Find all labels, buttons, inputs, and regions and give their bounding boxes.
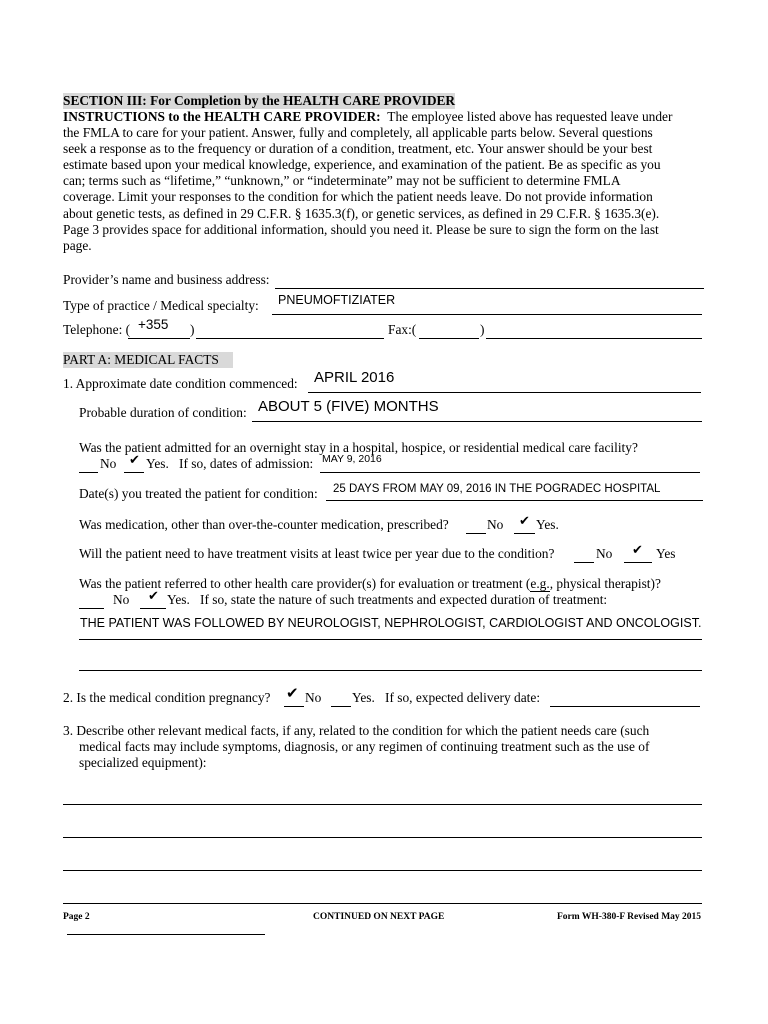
visits-no-blank[interactable] [574,546,594,563]
treated-value: 25 DAYS FROM MAY 09, 2016 IN THE POGRADEC HOSPITAL [333,483,661,495]
visits-question: Will the patient need to have treatment visits at least twice per year due to the condition? [79,546,555,561]
referred-line-2[interactable] [79,655,702,671]
phone-close-paren: ) [190,322,195,337]
check-icon: ✔ [129,453,140,468]
fax-close-paren: ) [480,322,485,337]
phone-label: Telephone: ( [63,322,131,337]
instruction-line: seek a response as to the frequency or duration of a condition, treatment, etc. Your answer should be your best [63,141,653,157]
admitted-no-blank[interactable] [79,456,98,473]
q3-line-3: specialized equipment): [79,755,207,770]
delivery-date-field[interactable] [550,690,700,707]
q1-label: 1. Approximate date condition commenced: [63,376,298,391]
q3-line-1: 3. Describe other relevant medical facts, if any, related to the condition for which the patient needs care (such [63,723,650,738]
referred-question: Was the patient referred to other health care provider(s) for evaluation or treatment (e.g., physical therapist)? [79,576,661,591]
fax-area-field[interactable] [419,322,479,339]
q1-value: APRIL 2016 [314,369,395,386]
q2-no-label: No [305,690,322,705]
footer-form: Form WH-380-F Revised May 2015 [557,912,702,922]
instruction-line: coverage. Limit your responses to the condition for which the patient needs leave. Do not provide information [63,189,653,205]
check-icon: ✔ [148,589,159,604]
practice-value: PNEUMOFTIZIATER [278,293,396,307]
referred-no-label: No [113,592,130,607]
check-icon: ✔ [286,684,299,702]
admitted-no-label: No [100,456,117,471]
phone-value: +355 [138,317,169,332]
medication-question: Was medication, other than over-the-counter medication, prescribed? [79,517,449,532]
treated-label: Date(s) you treated the patient for condition: [79,486,318,501]
q2-yes-label: Yes. [352,690,375,705]
referred-followup: If so, state the nature of such treatments and expected duration of treatment: [200,592,608,607]
visits-no-label: No [596,546,613,561]
instruction-line: Page 3 provides space for additional information, should you need it. Please be sure to sign the form on the last [63,221,659,237]
phone-number-field[interactable] [196,322,384,339]
fax-number-field[interactable] [486,322,702,339]
q2-followup: If so, expected delivery date: [385,690,541,705]
provider-name-label: Provider’s name and business address: [63,272,270,287]
instruction-line: INSTRUCTIONS to the HEALTH CARE PROVIDER: The employee listed above has requested leave under [63,109,673,124]
q2-label: 2. Is the medical condition pregnancy? [63,690,271,705]
referred-no-blank[interactable] [79,592,104,609]
check-icon: ✔ [519,514,530,529]
instruction-line: estimate based upon your medical knowledge, experience, and examination of the patient. Be as specific as you [63,157,661,173]
visits-yes-label: Yes [656,546,676,561]
duration-value: ABOUT 5 (FIVE) MONTHS [258,398,439,415]
q3-answer-line[interactable] [63,790,702,805]
footer-page: Page 2 [63,912,90,922]
medication-yes-label: Yes. [536,517,559,532]
q3-line-2: medical facts may include symptoms, diagnosis, or any regimen of continuing treatment such as the use of [79,739,650,754]
referred-value: THE PATIENT WAS FOLLOWED BY NEUROLOGIST, NEPHROLOGIST, CARDIOLOGIST AND ONCOLOGIST. [80,616,702,630]
instruction-line: can; terms such as “lifetime,” “unknown,” or “indeterminate” may not be sufficient to determine FMLA [63,173,621,189]
medication-no-blank[interactable] [466,517,486,534]
instructions-label: INSTRUCTIONS to the HEALTH CARE PROVIDER: [63,109,381,124]
admitted-yes-label: Yes. [146,456,169,471]
referred-line-1[interactable] [79,624,702,640]
admitted-question: Was the patient admitted for an overnight stay in a hospital, hospice, or residential medical care facility? [79,440,638,455]
admission-label: If so, dates of admission: [179,456,314,471]
q2-yes-blank[interactable] [331,690,351,707]
footer-continued: CONTINUED ON NEXT PAGE [313,912,445,922]
part-a-title: PART A: MEDICAL FACTS [63,352,233,368]
footer-rule [67,934,265,935]
instruction-line: the FMLA to care for your patient. Answer, fully and completely, all applicable parts below. Several questions [63,125,653,141]
practice-label: Type of practice / Medical specialty: [63,298,259,313]
instruction-line: page. [63,237,92,253]
medication-no-label: No [487,517,504,532]
fax-label: Fax:( [388,322,417,337]
admission-value: MAY 9, 2016 [322,453,382,465]
q3-answer-line[interactable] [63,823,702,838]
section-title: SECTION III: For Completion by the HEALTH CARE PROVIDER [63,93,456,108]
provider-name-field[interactable] [275,272,704,289]
q3-answer-line[interactable] [63,889,702,904]
instructions-block [63,109,703,254]
instruction-line: about genetic tests, as defined in 29 C.F.R. § 1635.3(f), or genetic services, as defined in 29 C.F.R. § 1635.3(e). [63,205,660,221]
duration-label: Probable duration of condition: [79,405,247,420]
q3-answer-line[interactable] [63,856,702,871]
referred-yes-label: Yes. [167,592,190,607]
check-icon: ✔ [632,543,643,558]
